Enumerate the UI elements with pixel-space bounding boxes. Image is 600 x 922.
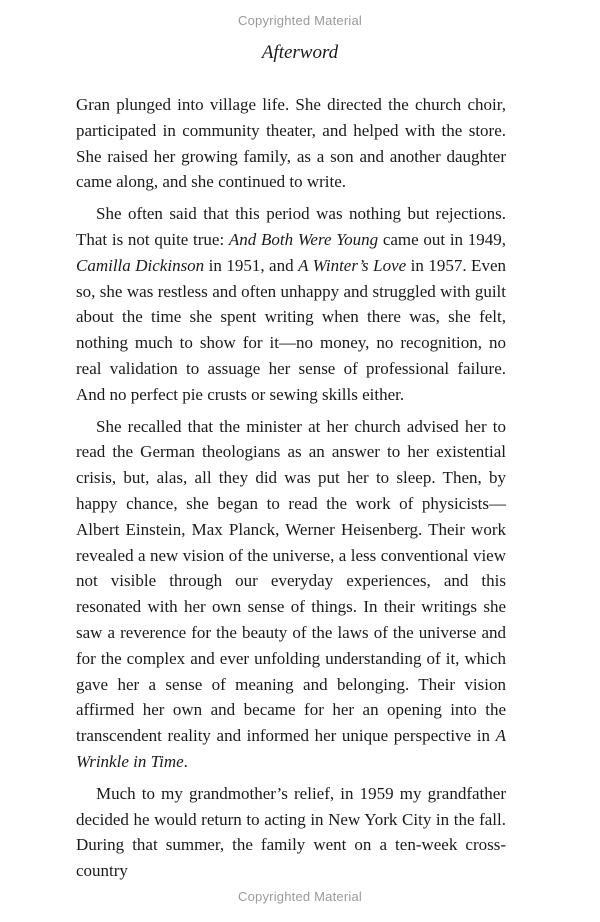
book-title: And Both Were Young (228, 229, 379, 249)
paragraph-4 (76, 781, 506, 884)
copyright-watermark-top: Copyrighted Material (238, 13, 362, 28)
text-span: in 1951, and (204, 255, 299, 275)
book-title: Camilla Dickinson (76, 255, 205, 275)
text-span: . (183, 751, 188, 771)
text-span: came out in 1949, (378, 229, 507, 249)
text-span: She recalled that the minister at her church advised her to read the German theologians as an answer to her existential crisis, but, alas, all they did was put her to sleep. Then, by happy chance, she began to read the work of physicists—Albert Einstein, Max Planck, Werner Heisenberg. Their work revealed a new vision of the universe, a less conventional view not visible through our everyday experiences, and this resonated with her own sense of things. In their writings she saw a reverence for the beauty of the laws of the universe and for the complex and ever unfolding understanding of it, which gave her a sense of meaning and belonging. Their vision affirmed her own and became for her an opening into the transcendent reality and informed her unique perspective in (76, 416, 506, 746)
copyright-watermark-bottom: Copyrighted Material (238, 889, 362, 904)
page-body (76, 92, 506, 890)
text-span: in 1957. Even so, she was restless and often unhappy and struggled with guilt about the time she spent writing when there was, she felt, nothing much to show for it—no money, no recognition, no real validation to assuage her sense of professional failure. And no perfect pie crusts or sewing skills either. (76, 255, 506, 404)
text-span: Gran plunged into village life. She directed the church choir, participated in community theater, and helped with the store. She raised her growing family, as a son and another daughter came along, and she continued to write. (76, 95, 506, 192)
book-title: A Wrinkle in Time (76, 726, 506, 771)
book-title: A Winter’s Love (298, 255, 407, 275)
paragraph-1 (76, 92, 506, 195)
paragraph-2 (76, 201, 506, 407)
paragraph-3 (76, 414, 506, 775)
running-head: Afterword (261, 42, 339, 63)
text-span: Much to my grandmother’s relief, in 1959 my grandfather decided he would return to acting in New York City in the fall. During that summer, the family went on a ten-week cross-country (76, 783, 506, 881)
text-span: She often said that this period was nothing but rejections. That is not quite true: (76, 204, 506, 249)
